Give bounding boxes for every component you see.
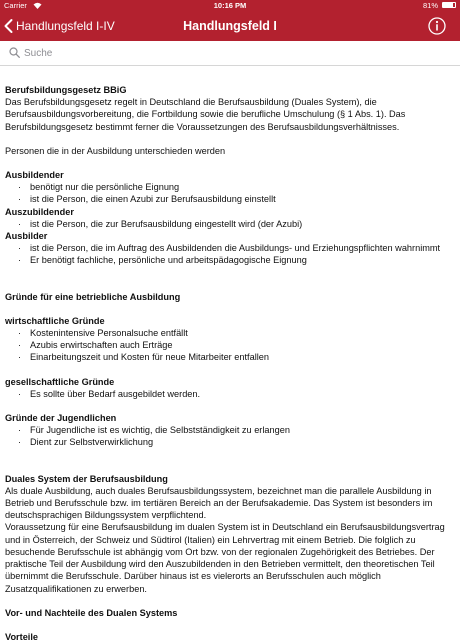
navigation-bar bbox=[0, 11, 460, 41]
search-input[interactable] bbox=[24, 44, 444, 62]
article-content bbox=[5, 84, 457, 642]
list-item: · benötigt nur die persönliche Eignung bbox=[5, 181, 457, 193]
page-title: Handlungsfeld I bbox=[183, 19, 277, 33]
heading-ausbildender: Ausbildender bbox=[5, 170, 64, 181]
heading-vor-nachteile: Vor- und Nachteile des Dualen Systems bbox=[5, 607, 178, 618]
paragraph-personen: Personen die in der Ausbildung unterschieden werden bbox=[5, 145, 226, 156]
list-item: · Kostenintensive Personalsuche entfällt bbox=[5, 327, 457, 339]
list-item: · ist die Person, die einen Azubi zur Berufsausbildung einstellt bbox=[5, 193, 457, 205]
status-time: 10:16 PM bbox=[213, 1, 247, 10]
section-heading-gruende: Gründe für eine betriebliche Ausbildung bbox=[5, 291, 181, 302]
search-icon bbox=[9, 47, 20, 58]
heading-jugendliche: Gründe der Jugendlichen bbox=[5, 413, 117, 424]
paragraph-duales-1: Als duale Ausbildung, auch duales Berufsausbildungssystem, bezeichnet man die parallele Ausbildung in Betrieb und Berufsschule bzw. im tertiären Bereich an der Berufsakademie. Das System ist besonders im deutschsprachigen Bildungssystem verpflichtend. bbox=[5, 485, 433, 521]
list-auszubildender bbox=[5, 218, 457, 230]
paragraph-duales-2: Voraussetzung für eine Berufsausbildung im dualen System ist in Deutschland ein Berufsausbildungsvertrag und in Österreich, der Schweiz und Südtirol (Italien) ein Lehrvertrag mit einem Betrieb. Die folglich zu besuchende Berufsschule ist abhängig vom Ort bzw. von der regionalen Zugehörigkeit des Betriebes. Der praktische Teil der Ausbildung wird den Auszubildenden in den Betrieben vermittelt, den theoretischen Teil übernimmt die Berufsschule. Darüber hinaus ist es vielerorts an Berufsschulen auch möglich Zusatzqualifikationen zu erwerben. bbox=[5, 522, 445, 594]
search-bar bbox=[0, 41, 460, 66]
info-icon[interactable] bbox=[428, 17, 446, 35]
list-jugendliche bbox=[5, 424, 457, 448]
list-wirtschaftlich bbox=[5, 327, 457, 364]
paragraph-bbig: Das Berufsbildungsgesetz regelt in Deutschland die Berufsausbildung (Duales System), die Berufsausbildungsvorbereitung, die Fortbildung sowie die berufliche Umschulung (§ 1 Abs. 1). Das Berufsbildungsgesetz bestimmt ferner die Voraussetzungen des Berufsausbildungsverhältnisses. bbox=[5, 97, 406, 132]
list-item: · ist die Person, die im Auftrag des Ausbildenden die Ausbildungs- und Erziehungspflichten wahrnimmt bbox=[5, 242, 457, 254]
list-gesellschaftlich bbox=[5, 388, 457, 400]
carrier-label: Carrier bbox=[4, 1, 27, 10]
section-heading-duales: Duales System der Berufsausbildung bbox=[5, 473, 168, 484]
chevron-left-icon bbox=[4, 19, 13, 33]
list-item: · Azubis erwirtschaften auch Erträge bbox=[5, 339, 457, 351]
list-item: · Einarbeitungszeit und Kosten für neue Mitarbeiter entfallen bbox=[5, 351, 457, 363]
section-heading-bbig: Berufsbildungsgesetz BBiG bbox=[5, 85, 127, 95]
heading-gesellschaftlich: gesellschaftliche Gründe bbox=[5, 376, 115, 387]
list-item: · Dient zur Selbstverwirklichung bbox=[5, 436, 457, 448]
battery-icon bbox=[442, 2, 456, 8]
heading-wirtschaftlich: wirtschaftliche Gründe bbox=[5, 315, 105, 326]
list-item: · Er benötigt fachliche, persönliche und arbeitspädagogische Eignung bbox=[5, 254, 457, 266]
back-button[interactable] bbox=[4, 11, 115, 41]
back-button-label: Handlungsfeld I-IV bbox=[16, 19, 115, 33]
list-item: · ist die Person, die zur Berufsausbildung eingestellt wird (der Azubi) bbox=[5, 218, 457, 230]
heading-auszubildender: Auszubildender bbox=[5, 206, 74, 217]
status-bar bbox=[0, 0, 460, 11]
list-ausbildender bbox=[5, 181, 457, 205]
list-item: · Es sollte über Bedarf ausgebildet werden. bbox=[5, 388, 457, 400]
battery-percent: 81% bbox=[422, 1, 438, 10]
heading-ausbilder: Ausbilder bbox=[5, 231, 48, 242]
list-ausbilder bbox=[5, 242, 457, 266]
list-item: · Für Jugendliche ist es wichtig, die Selbstständigkeit zu erlangen bbox=[5, 424, 457, 436]
heading-vorteile: Vorteile bbox=[5, 631, 39, 642]
